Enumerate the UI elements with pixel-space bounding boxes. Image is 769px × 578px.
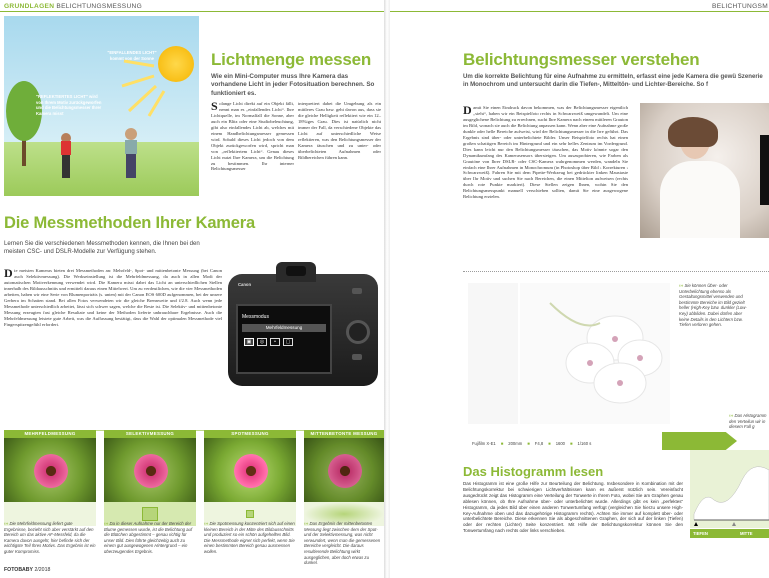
flower-photo [304, 438, 384, 502]
belichtung-lead: Um die korrekte Belichtung für eine Aufnahme zu ermitteln, erfasst eine jede Kamera die gewü Szenerie in Monochrom und untersucht darin die Tiefen-, Mitteltön- und Lichter-Bereiche. So f [463, 73, 763, 88]
footer [4, 567, 50, 573]
exif-focal: 200mm [508, 441, 523, 446]
caption-text: Sie können Über- oder Unterbelichtung ebenso als Gestaltungsmittel verwenden und bestimmte Bereiche im Bild gezielt heller (High-Key bzw. dunkler (Low-Key) abbilden. Dabei dürfen aber keine Details in den Lichtern bzw. Tiefen verloren gehen. [679, 283, 747, 328]
caption-text: Die Mehrfeldmessung liefert gute Ergebnisse, bezieht sich aber verstärkt auf den Bereich um das aktive AF-Messfeld, da die Kamera davon ausgeht, hier befinde sich der wichtigste Teil Ihres Motivs. Das Ergebnis ist ein guter Kompromiss. [4, 521, 96, 554]
thumb-label: SELEKTIVMESSUNG [104, 430, 196, 438]
metering-spot-icon[interactable]: • [270, 338, 280, 346]
lichtmenge-title: Lichtmenge messen [211, 50, 372, 69]
lichtmenge-col1-text: olange Licht direkt auf ein Objekt fällt, nennt man es „einfallendes Licht“. Ihre Lichtquelle, im Normalfall die Sonne, aber auch ein Blitz oder eine Studiobeleuchtung, gibt also einfallendes Licht ab, welches mit einem Handbelichtungsmesser gemessen wird. Sobald dieses Licht jedoch von dem Objekt zurückgeworfen wird, spricht man von „reflektiertem Licht“. Genau dieses Licht nutzt Ihre Kamera, um die Belichtung zu bestimmen. Ihr interner Belichtungsmesser [211, 101, 294, 172]
footer-issue: 2/2018 [34, 567, 51, 573]
dropcap: D [463, 103, 472, 117]
screen-title: Messmodus [242, 314, 269, 320]
exif-shutter: 1/160 s [577, 441, 592, 446]
light-illustration [4, 16, 199, 196]
camera-back [228, 262, 378, 390]
camera-button[interactable] [352, 288, 362, 294]
axis-left-label: TIEFEN [693, 531, 708, 536]
histogram-chart [690, 450, 769, 528]
screen-selected-item: Mehrfeldmessung [242, 324, 326, 332]
caption-selektiv: ››› Da in dieser Aufnahme nur der Bereich der Blume gemessen wurde, ist die Belichtung auf die Blütchen abgestimmt – genau richtig für unser Bild. Dies führte gleichzeitig auch zu einem gut ausgewogenen Hintergrund – ein überzeugendes Ergebnis. [104, 521, 193, 554]
histogramm-title: Das Histogramm lesen [463, 464, 604, 479]
caption-spot: ››› Die Spotmessung konzentriert sich auf einen kleinen Bereich in der Mitte des Bildausschnitts und produziert so ein schön aufgehelltes Bild. Die Messmethode eignet sich perfekt, wenn Sie einen bestimmten Bereich genau ausmessen wollen. [204, 521, 295, 554]
footer-brand: FOTOBABY [4, 567, 34, 573]
axis-mid-label: MITTE [740, 531, 753, 536]
viewfinder [286, 266, 306, 276]
exif-camera: Fujifilm X-E1 [472, 441, 496, 446]
thumb-selektiv [104, 430, 196, 526]
histogramm-body: Das Histogramm ist eine große Hilfe zur Beurteilung der Belichtung. Insbesondere in Kombination mit der Belichtungskorrektur bei schwierigen Lichtverhältnissen kann es äußerst nützlich sein. Vereinfacht ausgedrückt zeigt das Histogramm eine Verteilung der Tonwerte in Ihrem Foto, wobei Sie am Graphen genau ablesen können, ob Ihre Aufnahme über- oder unterbelichtet wurde. Allerdings gibt es kein „perfektes“ Histogramm, da jedes Bild über einen anderen Tonwertumfang verfügt (vergleichen Sie hierzu unsere High-Key-Aufnahme oben und das dazugehörige Histogramm rechts). Achten Sie immer auf komplett über- oder unterbelichtete Bereiche. Diese erkennen Sie als abgeschnittenen Graphen, der sich auf der linken (Tiefen) oder der rechten (Lichter) Seite konzentriert. Mit Hilfe der Belichtungskorrektur können Sie den Tonwertumfang nach rechts oder links verschieben. [463, 481, 683, 534]
messmethoden-lead: Lernen Sie die verschiedenen Messmethoden kennen, die Ihnen bei den meisten CSC- und DSLR-Modelle zur Verfügung stehen. [4, 240, 200, 255]
thumb-label: MITTENBETONTE MESSUNG [304, 430, 384, 438]
dropcap: D [4, 266, 13, 280]
lichtmenge-lead: Wie ein Mini-Computer muss Ihre Kamera das vorhandene Licht in jeder Fotosituation berechnen. So funktioniert es. [211, 73, 375, 97]
thumb-label: SPOTMESSUNG [204, 430, 296, 438]
section-label: GRUNDLAGEN [4, 3, 55, 10]
messmethoden-title: Die Messmethoden Ihrer Kamera [4, 214, 255, 232]
flower-photo [204, 438, 296, 502]
header-rule-right [388, 11, 769, 12]
camera-screen [236, 304, 332, 374]
arrow-ribbon [662, 432, 737, 450]
metering-options [244, 338, 293, 346]
belichtung-title: Belichtungsmesser verstehen [463, 50, 700, 69]
orchid-photo [520, 283, 670, 424]
thumb-mittenbetont [304, 430, 384, 526]
page-gutter [384, 0, 390, 578]
metering-partial-icon[interactable]: ◎ [257, 338, 267, 346]
caption-mehrfeld: ››› Die Mehrfeldmessung liefert gute Ergebnisse, bezieht sich aber verstärkt auf den Bereich um das aktive AF-Messfeld, da die Kamera davon ausgeht, hier befinde sich der wichtigste Teil Ihres Motivs. Das Ergebnis ist ein guter Kompromiss. [4, 521, 96, 554]
histogram-curve [690, 450, 769, 528]
histogram-caption: ››› Das Histogramm den Verteilun wir in diesem Fall g [729, 413, 767, 430]
orchid-graphic [520, 283, 670, 424]
orchid-caption: ››› Sie können Über- oder Unterbelichtung ebenso als Gestaltungsmittel verwenden und bestimmte Bereiche im Bild gezielt heller (High-Key bzw. dunkler (Low-Key) abbilden. Dabei dürfen aber keine Details in den Lichtern bzw. Tiefen verloren gehen. [679, 283, 747, 328]
flower-photo [104, 438, 196, 502]
orchid-left-margin [468, 283, 518, 424]
camera-brand: Canon [238, 282, 252, 287]
caption-text: Da in dieser Aufnahme nur der Bereich der Blume gemessen wurde, ist die Belichtung auf die Blütchen abgestimmt – genau richtig für unser Bild. Dies führte gleichzeitig auch zu einem gut ausgewogenen Hintergrund – ein überzeugendes Ergebnis. [104, 521, 193, 554]
caption-text: Das Ergebnis der mittenbetonten Messung liegt zwischen dem der Spot- und der Selektivmessung, was nicht verwundert, wenn man die gemessenen Bereiche vergleicht. Die daraus resultierende Belichtung wirkt ausgeglichen, aber doch etwas zu dunkel. [304, 521, 381, 566]
messmethoden-body [4, 268, 222, 328]
thumb-spot [204, 430, 296, 526]
header-rule-left [0, 11, 384, 12]
exif-aperture: F4,8 [534, 441, 544, 446]
thumb-mehrfeld [4, 430, 96, 526]
caption-text: Die Spotmessung konzentriert sich auf einen kleinen Bereich in der Mitte des Bildausschnitts und produziert so ein schön aufgehelltes Bild. Die Messmethode eignet sich perfekt, wenn Sie einen bestimmten Bereich genau ausmessen wollen. [204, 521, 295, 554]
flower-photo [4, 438, 96, 502]
exif-row: Fujifilm X-E1 ■ 200mm ■ F4,8 ■ 1600 ■ 1/160 s [472, 441, 592, 446]
header-right: BELICHTUNGSM [712, 3, 768, 10]
metering-center-icon[interactable]: ▢ [283, 338, 293, 346]
belichtung-body-text: amit Sie einen Eindruck davon bekommen, was der Belichtungsmesser eigentlich „sieht“, haben wir ein Beispielfoto rechts in Schwarzweiß umgewandelt. Um eine ausgeglichene Belichtung zu errechnen, sucht Ihre Kamera nach einem mittleren Grauton im Bild, wonach sie auch die Belichtung anpassen kann. Wenn aber eine Aufnahme große dunkle oder helle Bereiche aufweist, wird der Belichtungsmesser in die Irre geführt. Das Ergebnis sind über- oder unterbelichtete Bilder. Unser Beispielfoto rechts hat einen großen schattigen Bereich im Hintergrund und ein sehr helles Zentrum im Vordergrund. Dies kann leicht nur den Belichtungsmesser täuschen, das Motiv könnte sogar den Dynamikumfang des Kamerasensors übersteigen. Um auszuprobieren, wie Farben als Grautöne von Ihrer DSLR- oder CSC-Kamera wahrgenommen werden, wandeln Sie einfach eine Ihrer Aufnahmen in Monochromum (in Photoshop über Bild › Korrekturen › Schwarzweiß). Fahren Sie mit dem Pipette-Werkzeug bei gedrückter linken Maustaste über Ihr Motiv und suchen Sie nach Bereichen, die einen Mittelton aufweisen (rechts durch rote Punkte markiert). Diese Stellen zeigen Ihnen, wohin Sie den Belichtungsmesspunkt manuell verschieben sollten, damit Sie eine ausgewogene Belichtung erzielen. [463, 105, 628, 200]
exif-iso: 1600 [555, 441, 566, 446]
metering-evaluative-icon[interactable]: ▣ [244, 338, 254, 346]
bride-photo [640, 103, 769, 238]
caption-text: Das Histogramm den Verteilun wir in diesem Fall g [729, 413, 767, 430]
divider [463, 271, 769, 272]
dial-control[interactable] [346, 320, 370, 344]
reflected-light-label: "REFLEKTIERTES LICHT" wird von Ihrem Motiv zurückgeworfen und die Belichtungsmesser Ihrer Kamera misst [36, 94, 102, 116]
belichtung-body [463, 105, 628, 200]
messmethoden-body-text: ie meisten Kameras bieten drei Messmethoden an: Mehrfeld-, Spot- und mittenbetonte Messung (bei Canon auch Selektivmessung). Die Werkseinstellung ist die Mehrfeldmessung, da auch in allen Modi der automatischen Motiverkennung verwendet wird. Die Kamera misst dabei das Licht an unterschiedlichen Stellen innerhalb des Bildausschnitts und ermittelt daraus einen Mittelwert. Um zu verdeutlichen, wie die vier Messmethoden arbeiten, haben wir eine Serie von Blumenporträts (s. unten) mit der Canon EOS 600D aufgenommen, bei der unsere Gerbera im Schatten stand. Bei allen Fotos verwendeten wir die gleiche Brennweite und f/2.8. Auch wenn jede Messmethode unterschiedlich arbeitet, lässt sich schwer sagen, welche die Beste ist. Die Selektiv- und mittenbetonte Messung erzeugten fast gleiche Resultate und keine der Methoden lieferte unbrauchbare Ergebnisse. Auch die Mehrfeldmessung leistete gute Arbeit, was die Auffassung bestätigt, dass die Wahl der optimalen Messmethode viel Fingerspitzengefühl erfordert. [4, 268, 222, 327]
lichtmenge-col1 [211, 101, 294, 172]
thumb-label: MEHRFELDMESSUNG [4, 430, 96, 438]
sun-light-label: "EINFALLENDES LICHT" kommt von der Sonne [107, 50, 157, 61]
lichtmenge-col2: interpretiert dabei die Umgebung als ein mittleres Grau bzw. geht davon aus, dass sie die gleiche Helligkeit reflektiert wie ein 12–18%iges Grau. Dies ist natürlich nicht immer der Fall, da verschiedene Objekte das Licht auf unterschiedliche Weise reflektieren, was den Belichtungsmesser der Kamera täuschen und zu unter- oder überbelichteten Aufnahmen oder Bildbereichen führen kann. [298, 101, 381, 160]
histogram-axis-band [690, 529, 769, 538]
caption-mittenbetont: ››› Das Ergebnis der mittenbetonten Messung liegt zwischen dem der Spot- und der Selektivmessung, was nicht verwundert, wenn man die gemessenen Bereiche vergleicht. Die daraus resultierende Belichtung wirkt ausgeglichen, aber doch etwas zu dunkel. [304, 521, 381, 566]
topic-label: BELICHTUNGSMESSUNG [56, 3, 143, 10]
bw-photo-edge [760, 135, 769, 205]
camera-button[interactable] [352, 354, 362, 360]
dropcap: S [211, 99, 218, 113]
